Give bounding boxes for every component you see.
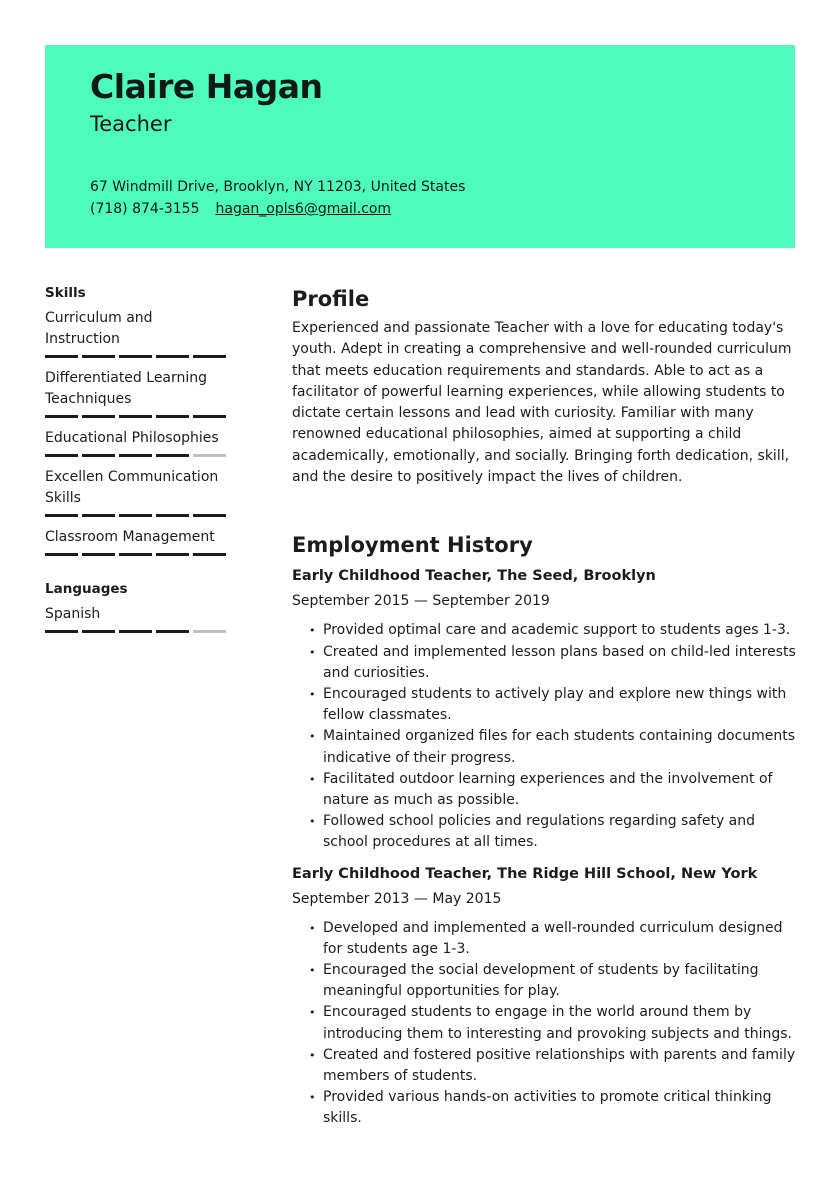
job-bullet: • Facilitated outdoor learning experiences and the involvement of nature as much as possible.: [323, 769, 797, 811]
skill-name: Differentiated Learning Teachniques: [45, 370, 208, 407]
job-title: Early Childhood Teacher, The Ridge Hill School, New York: [292, 865, 758, 882]
level-segment: [119, 355, 152, 358]
job-entry: [292, 566, 797, 853]
job-bullets: [292, 620, 797, 853]
languages-section: [45, 580, 230, 633]
skill-level-bar: [45, 415, 226, 418]
level-segment: [193, 415, 226, 418]
job-bullet: • Maintained organized files for each students containing documents indicative of their progress.: [323, 726, 797, 768]
job-bullet: • Followed school policies and regulations regarding safety and school procedures at all times.: [323, 811, 797, 853]
skill-level-bar: [45, 553, 226, 556]
skill-item: [45, 308, 230, 358]
skills-list: [45, 308, 230, 556]
level-segment: [45, 415, 78, 418]
email-link[interactable]: hagan_opls6@gmail.com: [215, 201, 392, 217]
job-dates: September 2013 — May 2015: [292, 890, 502, 907]
level-segment: [82, 514, 115, 517]
level-segment: [193, 630, 226, 633]
level-segment: [119, 553, 152, 556]
level-segment: [193, 454, 226, 457]
header-banner: [45, 45, 795, 248]
level-segment: [45, 355, 78, 358]
job-bullet: • Provided various hands-on activities to promote critical thinking skills.: [323, 1087, 797, 1129]
language-name: Spanish: [45, 606, 101, 622]
job-entry: [292, 864, 797, 1130]
level-segment: [156, 415, 189, 418]
sidebar: [45, 284, 230, 643]
level-segment: [82, 454, 115, 457]
level-segment: [119, 415, 152, 418]
language-level-bar: [45, 630, 226, 633]
skill-level-bar: [45, 514, 226, 517]
phone: (718) 874-3155: [90, 201, 200, 217]
skill-name: Curriculum and Instruction: [45, 310, 153, 347]
level-segment: [82, 553, 115, 556]
profile-heading: Profile: [292, 287, 370, 311]
profile-summary: Experienced and passionate Teacher with a love for educating today's youth. Adept in creating a comprehensive and well-rounded curriculum that meets education requirements and standards. Able to act as a facilitator of powerful learning experiences, while allowing students to dictate certain lessons and lead with curiosity. Familiar with many renowned educational philosophies, aimed at supporting a child academically, emotionally, and socially. Bringing forth dedication, skill, and the desire to positively impact the lives of children.: [292, 320, 792, 486]
skill-name: Excellen Communication Skills: [45, 469, 219, 506]
level-segment: [193, 514, 226, 517]
skills-heading: Skills: [45, 285, 86, 301]
profile-section: [292, 284, 797, 488]
level-segment: [156, 514, 189, 517]
main-content: [292, 284, 797, 1130]
level-segment: [45, 630, 78, 633]
employment-heading: Employment History: [292, 533, 533, 558]
jobs-list: [292, 566, 797, 1129]
job-bullet: • Provided optimal care and academic support to students ages 1-3.: [323, 620, 797, 641]
languages-heading: Languages: [45, 581, 128, 597]
skill-item: [45, 368, 230, 418]
job-dates: September 2015 — September 2019: [292, 593, 550, 610]
skill-name: Educational Philosophies: [45, 430, 219, 446]
level-segment: [156, 355, 189, 358]
level-segment: [82, 630, 115, 633]
skill-item: [45, 428, 230, 457]
job-bullet: • Encouraged students to engage in the world around them by introducing them to interesting and provoking subjects and things.: [323, 1002, 797, 1044]
employment-section: [292, 530, 797, 1129]
job-bullets: [292, 918, 797, 1130]
job-bullet: • Developed and implemented a well-rounded curriculum designed for students age 1-3.: [323, 918, 797, 960]
level-segment: [119, 630, 152, 633]
skill-level-bar: [45, 355, 226, 358]
job-title: Early Childhood Teacher, The Seed, Brooklyn: [292, 568, 656, 585]
job-bullet: • Created and fostered positive relationships with parents and family members of students.: [323, 1045, 797, 1087]
level-segment: [193, 553, 226, 556]
skill-item: [45, 527, 230, 556]
languages-list: [45, 604, 230, 633]
level-segment: [119, 514, 152, 517]
level-segment: [193, 355, 226, 358]
level-segment: [156, 630, 189, 633]
level-segment: [45, 454, 78, 457]
address: 67 Windmill Drive, Brooklyn, NY 11203, United States: [90, 179, 466, 195]
candidate-job-title: Teacher: [90, 112, 172, 136]
level-segment: [82, 415, 115, 418]
level-segment: [45, 553, 78, 556]
skill-name: Classroom Management: [45, 529, 215, 545]
level-segment: [45, 514, 78, 517]
contact-line: [90, 201, 391, 217]
job-bullet: • Encouraged the social development of students by facilitating meaningful opportunities for play.: [323, 960, 797, 1002]
skill-item: [45, 467, 230, 517]
level-segment: [156, 553, 189, 556]
level-segment: [156, 454, 189, 457]
candidate-name: Claire Hagan: [90, 67, 323, 106]
language-item: [45, 604, 230, 633]
level-segment: [119, 454, 152, 457]
level-segment: [82, 355, 115, 358]
job-bullet: • Encouraged students to actively play and explore new things with fellow classmates.: [323, 684, 797, 726]
job-bullet: • Created and implemented lesson plans based on child-led interests and curiosities.: [323, 642, 797, 684]
skill-level-bar: [45, 454, 226, 457]
